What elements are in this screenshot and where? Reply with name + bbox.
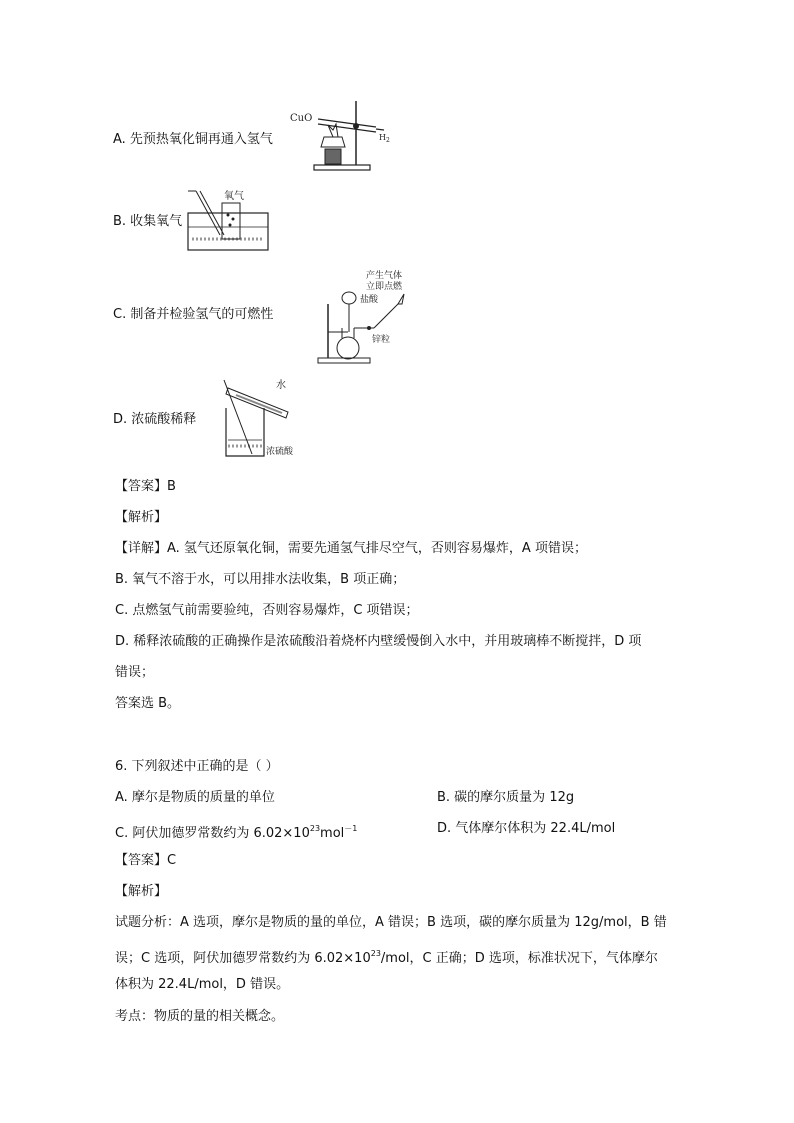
- q5-detail-a: 【详解】A. 氢气还原氧化铜，需要先通氢气排尽空气，否则容易爆炸，A 项错误；: [115, 541, 587, 556]
- q5-detail-b: B. 氧气不溶于水，可以用排水法收集，B 项正确；: [115, 572, 406, 587]
- q6-option-b: B. 碳的摩尔质量为 12g: [437, 790, 575, 805]
- figure-hydrogen-reduce-cuo: [288, 97, 398, 177]
- h2-subscript: 2: [385, 137, 390, 144]
- q6-analysis-line3: 体积为 22.4L/mol，D 错误。: [115, 977, 290, 992]
- conc-acid-label: 浓硫酸: [266, 447, 294, 457]
- q6-analysis-line1: 试题分析：A 选项，摩尔是物质的量的单位，A 错误；B 选项，碳的摩尔质量为 12g/mol，B 错: [115, 915, 667, 930]
- option-a-text: A. 先预热氧化铜再通入氢气: [113, 132, 273, 147]
- gas-label-line2: 立即点燃: [366, 282, 403, 292]
- cuo-label: CuO: [290, 113, 313, 124]
- q6-analysis-heading: 【解析】: [115, 884, 168, 899]
- option-b-text: B. 收集氧气: [113, 214, 183, 229]
- svg-text:H2: [379, 133, 390, 144]
- figure-dilute-sulfuric-acid: [216, 374, 308, 464]
- q6-option-c: C. 阿伏加德罗常数约为 $6.02\times 10^{23}mol^{-1}$: [115, 824, 358, 841]
- q6-stem: 6. 下列叙述中正确的是（ ）: [115, 759, 279, 774]
- q6-answer: 【答案】C: [115, 853, 177, 868]
- q5-detail-c: C. 点燃氢气前需要验纯，否则容易爆炸，C 项错误；: [115, 603, 419, 618]
- option-c-text: C. 制备并检验氢气的可燃性: [113, 307, 274, 322]
- h2-label: H: [379, 133, 386, 142]
- zinc-label: 锌粒: [372, 335, 391, 345]
- q5-detail-d-line1: D. 稀释浓硫酸的正确操作是浓硫酸沿着烧杯内壁缓慢倒入水中，并用玻璃棒不断搅拌，D 项: [115, 634, 642, 649]
- figure-collect-oxygen: [186, 183, 276, 257]
- figure-hydrogen-flammability: [316, 268, 428, 370]
- oxygen-label: 氧气: [224, 191, 244, 202]
- q5-detail-d-line2: 错误；: [115, 665, 155, 680]
- gas-label-line1: 产生气体: [366, 271, 403, 281]
- water-label: 水: [276, 380, 286, 391]
- hcl-label: 盐酸: [360, 295, 379, 305]
- q6-exam-point: 考点：物质的量的相关概念。: [115, 1009, 285, 1024]
- q5-analysis-heading: 【解析】: [115, 510, 168, 525]
- q5-answer: 【答案】B: [115, 479, 176, 494]
- q6-analysis-line2: 误；C 选项，阿伏加德罗常数约为 $6.02\times 10^{23}$/mol，C 正确；D 选项，标准状况下，气体摩尔: [115, 949, 658, 966]
- q6-option-a: A. 摩尔是物质的质量的单位: [115, 790, 275, 805]
- q6-option-d: D. 气体摩尔体积为 22.4L/mol: [437, 821, 616, 836]
- q5-conclusion: 答案选 B。: [115, 696, 181, 711]
- option-d-text: D. 浓硫酸稀释: [113, 412, 197, 427]
